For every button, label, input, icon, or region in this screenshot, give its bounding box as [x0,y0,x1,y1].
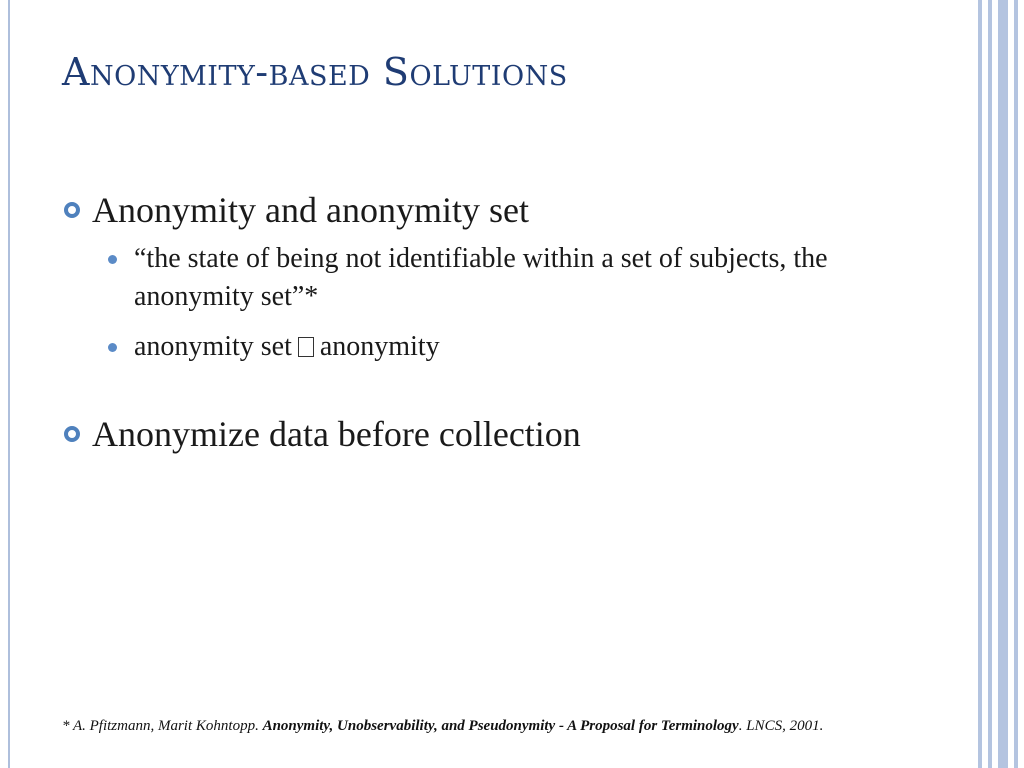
stripe [988,0,992,768]
stripe [1014,0,1018,768]
slide-content [62,188,962,456]
dot-bullet-icon [108,255,117,264]
stripe [998,0,1008,768]
ring-bullet-icon [64,202,80,218]
ring-bullet-icon [64,426,80,442]
footnote-suffix: . LNCS, 2001. [738,718,824,734]
stripe [978,0,982,768]
sub-bullet-text: “the state of being not identifiable within a set of subjects, the anonymity set”* [134,243,828,312]
footnote-title: Anonymity, Unobservability, and Pseudonymity - A Proposal for Terminology [262,718,739,734]
sub-bullet-list [62,240,962,366]
missing-glyph-icon [298,337,314,357]
bullet-text: Anonymize data before collection [92,414,581,454]
footnote-citation [62,716,1012,736]
left-frame-line [8,0,10,768]
sub-bullet-definition [62,240,874,316]
sub-bullet-implication [62,328,874,366]
sub-bullet-text-after: anonymity [319,331,440,362]
bullet-text: Anonymity and anonymity set [92,190,529,230]
sub-bullet-text-before: anonymity set [134,331,292,362]
bullet-anonymize-data [62,412,962,456]
bullet-anonymity-set [62,188,962,232]
slide-title: Anonymity-based Solutions [62,50,568,94]
right-decorative-stripes [976,0,1024,768]
footnote-prefix: * A. Pfitzmann, Marit Kohntopp. [62,718,263,734]
dot-bullet-icon [108,343,117,352]
